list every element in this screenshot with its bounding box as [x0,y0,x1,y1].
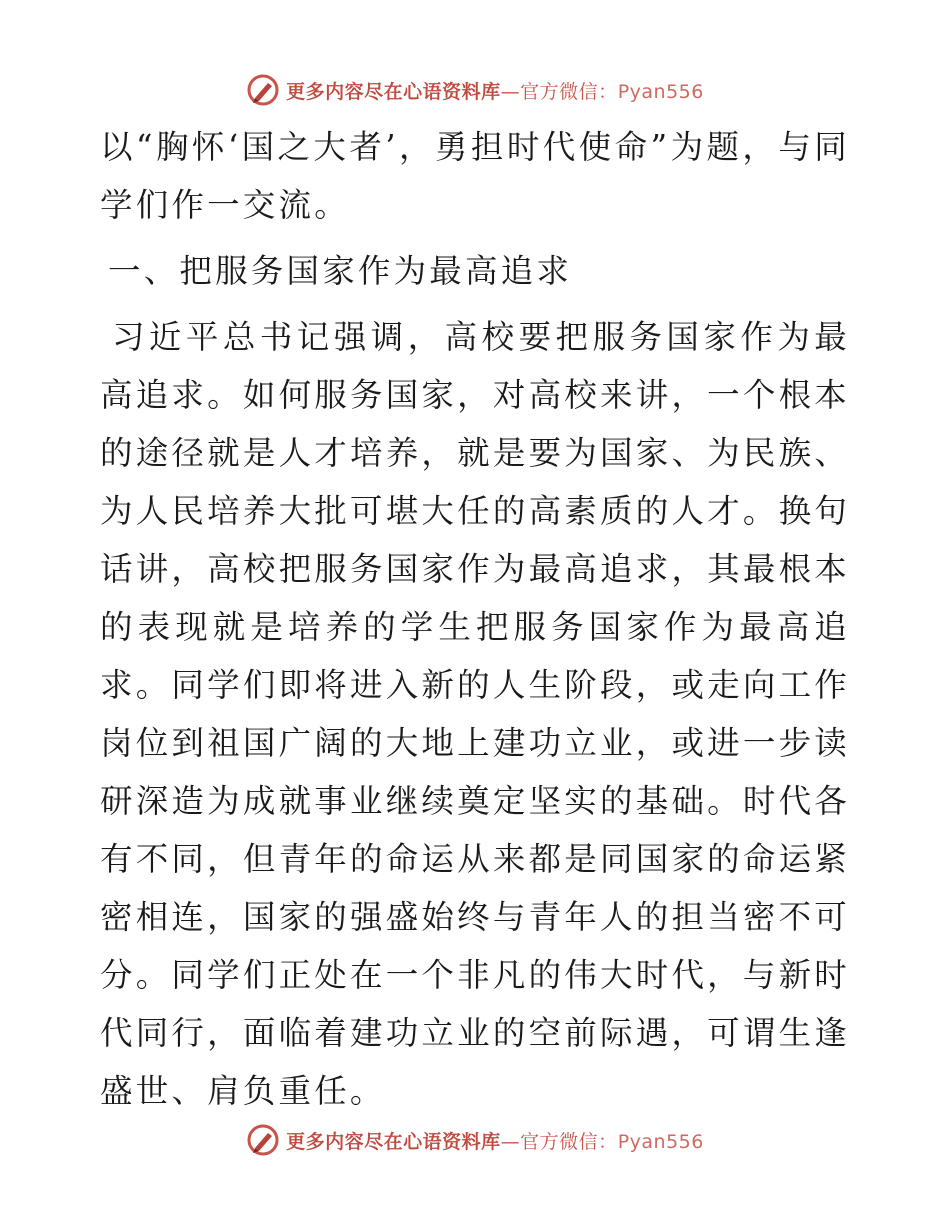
document-body [100,118,850,1120]
paragraph-body: 习近平总书记强调，高校要把服务国家作为最高追求。如何服务国家，对高校来讲，一个根本的途径就是人才培养，就是要为国家、为民族、为人民培养大批可堪大任的高素质的人才。换句话讲，高校把服务国家作为最高追求，其最根本的表现就是培养的学生把服务国家作为最高追求。同学们即将进入新的人生阶段，或走向工作岗位到祖国广阔的大地上建功立业，或进一步读研深造为成就事业继续奠定坚实的基础。时代各有不同，但青年的命运从来都是同国家的命运紧密相连，国家的强盛始终与青年人的担当密不可分。同学们正处在一个非凡的伟大时代，与新时代同行，面临着建功立业的空前际遇，可谓生逢盛世、肩负重任。 [100,318,850,1110]
footer-watermark-banner [0,1120,950,1160]
section-heading: 一、把服务国家作为最高追求 [108,252,573,290]
watermark-handle: Pyan556 [617,1130,704,1153]
watermark-dash: — [500,80,521,103]
watermark-handle: Pyan556 [617,80,704,103]
watermark-site-name: 更多内容尽在心语资料库 [286,80,501,103]
pen-logo-icon [246,1123,280,1157]
watermark-site-name: 更多内容尽在心语资料库 [286,1130,501,1153]
pen-logo-icon [246,73,280,107]
watermark-dash: — [500,1130,521,1153]
watermark-wechat-label: 官方微信： [520,80,618,103]
watermark-wechat-label: 官方微信： [520,1130,618,1153]
watermark-text [286,1127,704,1154]
paragraph-intro: 以“胸怀‘国之大者’，勇担时代使命”为题，与同学们作一交流。 [100,128,850,224]
watermark-text [286,77,704,104]
header-watermark-banner [0,70,950,110]
